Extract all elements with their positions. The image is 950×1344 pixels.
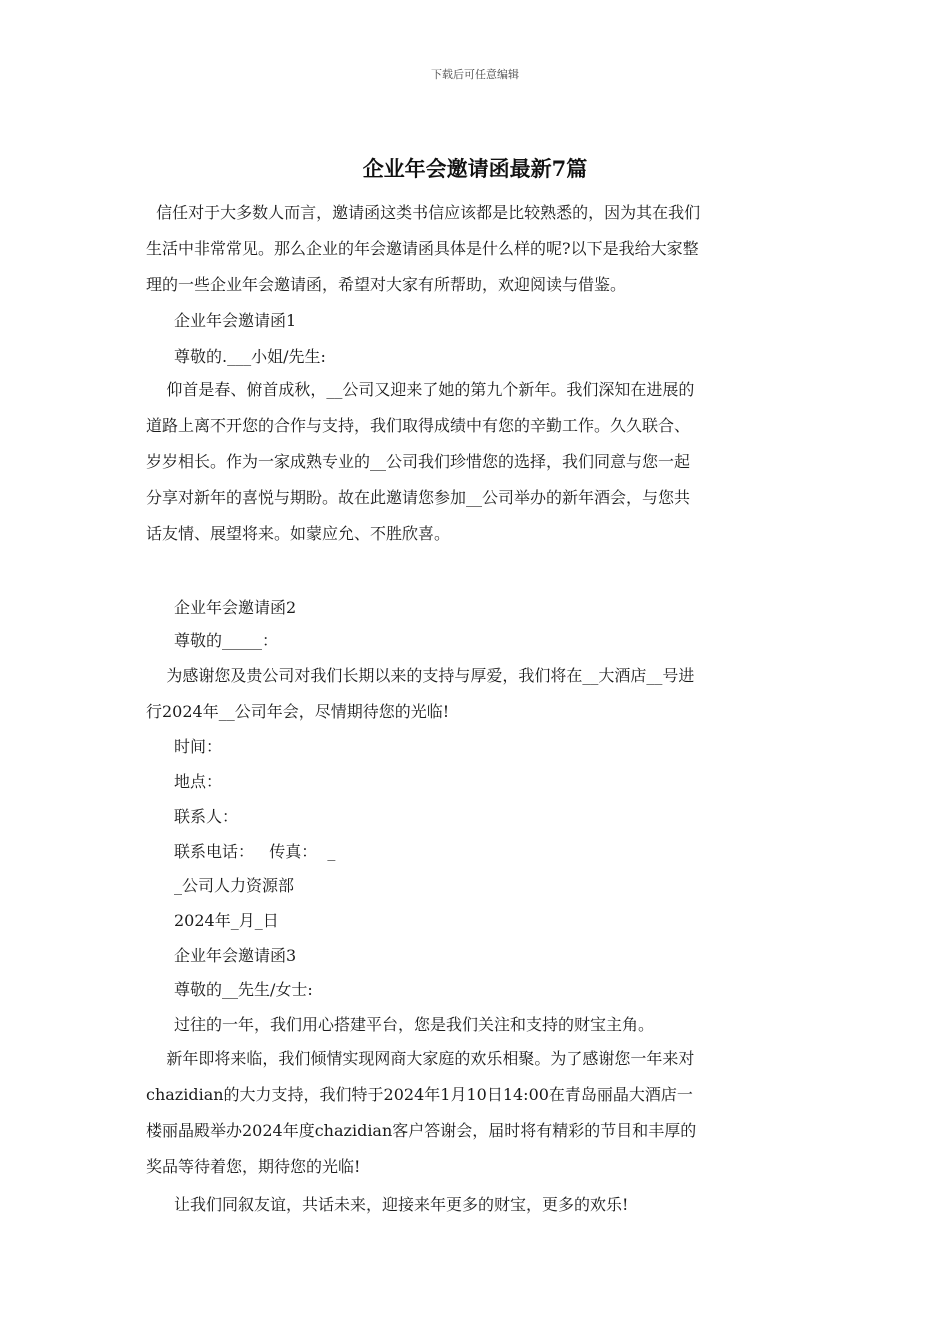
letter1-body-line: 岁岁相长。作为一家成熟专业的__公司我们珍惜您的选择，我们同意与您一起	[146, 452, 691, 471]
letter1-body-line: 分享对新年的喜悦与期盼。故在此邀请您参加__公司举办的新年酒会，与您共	[146, 488, 691, 507]
letter2-department: _公司人力资源部	[174, 876, 295, 895]
letter2-place: 地点：	[174, 772, 223, 791]
letter2-body-line: 为感谢您及贵公司对我们长期以来的支持与厚爱，我们将在__大酒店__号进	[146, 666, 695, 685]
intro-line: 生活中非常常见。那么企业的年会邀请函具体是什么样的呢?以下是我给大家整	[146, 239, 699, 258]
letter1-body-line: 道路上离不开您的合作与支持，我们取得成绩中有您的辛勤工作。久久联合、	[146, 416, 691, 435]
letter2-phone-fax: 联系电话： 传真： _	[174, 842, 336, 861]
letter1-body-line: 话友情、展望将来。如蒙应允、不胜欣喜。	[146, 524, 451, 543]
letter3-heading: 企业年会邀请函3	[174, 946, 297, 965]
letter3-body-line: 奖品等待着您，期待您的光临!	[146, 1157, 361, 1176]
intro-line: 理的一些企业年会邀请函，希望对大家有所帮助，欢迎阅读与借鉴。	[146, 275, 627, 294]
letter1-body-line: 仰首是春、俯首成秋，__公司又迎来了她的第九个新年。我们深知在进展的	[146, 380, 695, 399]
letter3-closing: 让我们同叙友谊，共话未来，迎接来年更多的财宝，更多的欢乐!	[174, 1195, 629, 1214]
letter3-body-line: 楼丽晶殿举办2024年度chazidian客户答谢会，届时将有精彩的节目和丰厚的	[146, 1121, 697, 1140]
letter2-time: 时间：	[174, 737, 223, 756]
letter3-salutation: 尊敬的__先生/女士:	[174, 980, 313, 999]
letter2-contact: 联系人：	[174, 807, 239, 826]
letter2-date: 2024年_月_日	[174, 911, 279, 930]
letter3-body-line: chazidian的大力支持，我们特于2024年1月10日14:00在青岛丽晶大酒店一	[146, 1085, 693, 1104]
letter1-salutation: 尊敬的.___小姐/先生:	[174, 347, 326, 366]
letter2-heading: 企业年会邀请函2	[174, 598, 297, 617]
letter1-heading: 企业年会邀请函1	[174, 311, 297, 330]
document-title: 企业年会邀请函最新7篇	[362, 156, 588, 181]
intro-line: 信任对于大多数人而言，邀请函这类书信应该都是比较熟悉的，因为其在我们	[146, 203, 701, 222]
page-header: 下载后可任意编辑	[431, 68, 519, 81]
letter2-salutation: 尊敬的_____：	[174, 631, 279, 650]
letter3-body-line: 新年即将来临，我们倾情实现网商大家庭的欢乐相聚。为了感谢您一年来对	[146, 1049, 695, 1068]
letter2-body-line: 行2024年__公司年会，尽情期待您的光临!	[146, 702, 450, 721]
letter3-line: 过往的一年，我们用心搭建平台，您是我们关注和支持的财宝主角。	[174, 1015, 655, 1034]
